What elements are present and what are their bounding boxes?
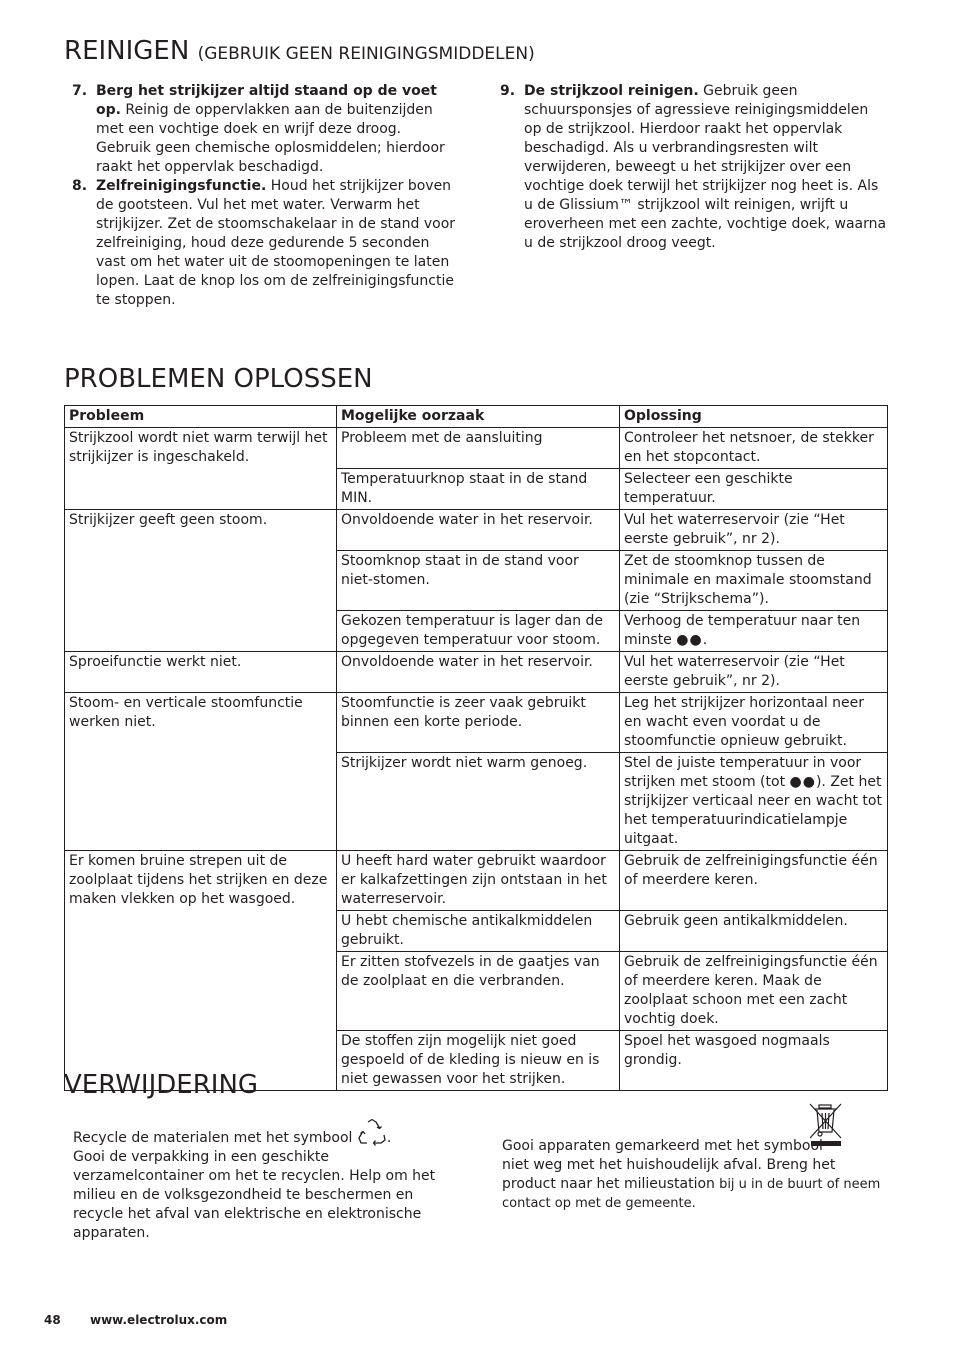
table-header-row	[65, 406, 888, 428]
recycle-icon	[357, 1118, 387, 1148]
recycle-sentence-end: .	[386, 1130, 392, 1146]
cause-cell: U hebt chemische antikalkmiddelen gebruikt.	[337, 911, 620, 952]
table-row	[65, 510, 888, 551]
solution-cell	[620, 611, 888, 652]
solution-text-end: .	[702, 632, 708, 648]
solution-cell: Gebruik de zelfreinigingsfunctie één of meerdere keren.	[620, 851, 888, 911]
cause-cell: Stoomknop staat in de stand voor niet-stomen.	[337, 551, 620, 611]
column-header-cause: Mogelijke oorzaak	[337, 406, 620, 428]
step-title: Zelfreinigingsfunctie.	[96, 178, 267, 194]
step-number: 7.	[72, 83, 88, 99]
step-text: Reinig de oppervlakken aan de buitenzijden met een vochtige doek en wrijf deze droog. Gebruik geen chemische oplosmiddelen; hierdoor raakt het oppervlak beschadigd.	[96, 102, 445, 175]
cause-cell: Gekozen temperatuur is lager dan de opgegeven temperatuur voor stoom.	[337, 611, 620, 652]
cause-cell: Onvoldoende water in het reservoir.	[337, 652, 620, 693]
solution-cell: Vul het waterreservoir (zie “Het eerste gebruik”, nr 2).	[620, 652, 888, 693]
step-title: Berg het strijkijzer altijd staand op de voet op.	[96, 83, 437, 118]
cause-cell: Probleem met de aansluiting	[337, 428, 620, 469]
table-row	[65, 851, 888, 911]
disposal-left-text	[73, 1118, 463, 1243]
weee-sentence-mid: niet weg met het huishoudelijk afval. Breng het product naar het milieustation	[502, 1157, 836, 1192]
problem-cell: Strijkzool wordt niet warm terwijl het strijkijzer is ingeschakeld.	[65, 428, 337, 510]
solution-text: Verhoog de temperatuur naar ten minste	[624, 613, 861, 648]
problem-cell: Stoom- en verticale stoomfunctie werken niet.	[65, 693, 337, 851]
step-number: 8.	[72, 178, 88, 194]
step-number: 9.	[500, 83, 516, 99]
cause-cell: Stoomfunctie is zeer vaak gebruikt binnen een korte periode.	[337, 693, 620, 753]
cleaning-step-7	[64, 82, 456, 177]
cleaning-heading	[64, 36, 535, 66]
step-text: Gebruik geen schuursponsjes of agressieve reinigingsmiddelen op de strijkzool. Hierdoor raakt het oppervlak beschadigd. Als u verbrandingsresten wilt verwijderen, beweegt u het strijkijzer over een vochtige doek terwijl het strijkijzer nog heet is. Als u de Glissium™ strijkzool wilt reinigen, wrijft u eroverheen met een zachte, vochtige doek, waarna u de strijkzool droog veegt.	[524, 83, 887, 251]
cause-cell: Onvoldoende water in het reservoir.	[337, 510, 620, 551]
solution-text-end: ). Zet het strijkijzer verticaal neer en wacht tot het temperatuurindicatielampje uitgaat.	[624, 774, 882, 847]
column-header-solution: Oplossing	[620, 406, 888, 428]
footer-url: www.electrolux.com	[90, 1313, 228, 1327]
solution-cell: Gebruik de zelfreinigingsfunctie één of meerdere keren. Maak de zoolplaat schoon met een zacht vochtig doek.	[620, 952, 888, 1031]
temperature-dots-icon: ●●	[676, 632, 703, 648]
cleaning-step-8	[64, 177, 456, 310]
solution-cell: Leg het strijkijzer horizontaal neer en wacht even voordat u de stoomfunctie opnieuw gebruikt.	[620, 693, 888, 753]
disposal-title: VERWIJDERING	[64, 1070, 259, 1100]
table-row	[65, 652, 888, 693]
solution-cell: Selecteer een geschikte temperatuur.	[620, 469, 888, 510]
table-row	[65, 693, 888, 753]
solution-text: Stel de juiste temperatuur in voor strijken met stoom (tot	[624, 755, 862, 790]
cause-cell: U heeft hard water gebruikt waardoor er kalkafzettingen zijn ontstaan in het waterreservoir.	[337, 851, 620, 911]
solution-cell: Controleer het netsnoer, de stekker en het stopcontact.	[620, 428, 888, 469]
table-row	[65, 428, 888, 469]
cleaning-left-column	[64, 82, 456, 310]
troubleshooting-title: PROBLEMEN OPLOSSEN	[64, 364, 373, 394]
disposal-right-text	[502, 1137, 882, 1213]
solution-cell: Gebruik geen antikalkmiddelen.	[620, 911, 888, 952]
cleaning-title: REINIGEN	[64, 36, 190, 66]
cleaning-subtitle: (GEBRUIK GEEN REINIGINGSMIDDELEN)	[197, 44, 535, 64]
problem-cell: Er komen bruine strepen uit de zoolplaat tijdens het strijken en deze maken vlekken op het wasgoed.	[65, 851, 337, 1091]
troubleshooting-table	[64, 405, 888, 1091]
temperature-dots-icon: ●●	[789, 774, 816, 790]
cause-cell: Strijkijzer wordt niet warm genoeg.	[337, 753, 620, 851]
cause-cell: Temperatuurknop staat in de stand MIN.	[337, 469, 620, 510]
solution-cell	[620, 753, 888, 851]
solution-cell: Spoel het wasgoed nogmaals grondig.	[620, 1031, 888, 1091]
solution-cell: Zet de stoomknop tussen de minimale en maximale stoomstand (zie “Strijkschema”).	[620, 551, 888, 611]
solution-cell: Vul het waterreservoir (zie “Het eerste gebruik”, nr 2).	[620, 510, 888, 551]
cleaning-right-column	[492, 82, 888, 253]
page-number: 48	[44, 1313, 61, 1327]
recycle-sentence: Recycle de materialen met het symbool	[73, 1130, 353, 1146]
problem-cell: Sproeifunctie werkt niet.	[65, 652, 337, 693]
weee-sentence-end: bij u in de buurt of neem contact op met de gemeente.	[502, 1177, 881, 1211]
step-title: De strijkzool reinigen.	[524, 83, 699, 99]
problem-cell: Strijkijzer geeft geen stoom.	[65, 510, 337, 652]
cleaning-step-9	[492, 82, 888, 253]
step-text: Houd het strijkijzer boven de gootsteen. Vul het met water. Verwarm het strijkijzer. Zet de stoomschakelaar in de stand voor zelfreiniging, houd deze gedurende 5 seconden vast om het water uit de stoomopeningen te laten lopen. Laat de knop los om de zelfreinigingsfunctie te stoppen.	[96, 178, 456, 308]
column-header-problem: Probleem	[65, 406, 337, 428]
cause-cell: De stoffen zijn mogelijk niet goed gespoeld of de kleding is nieuw en is niet gewassen voor het strijken.	[337, 1031, 620, 1091]
packaging-text: Gooi de verpakking in een geschikte verzamelcontainer om het te recyclen. Help om het milieu en de volksgezondheid te beschermen en recycle het afval van elektrische en elektronische apparaten.	[73, 1149, 436, 1241]
weee-sentence: Gooi apparaten gemarkeerd met het symbool	[502, 1138, 823, 1154]
cause-cell: Er zitten stofvezels in de gaatjes van de zoolplaat en die verbranden.	[337, 952, 620, 1031]
